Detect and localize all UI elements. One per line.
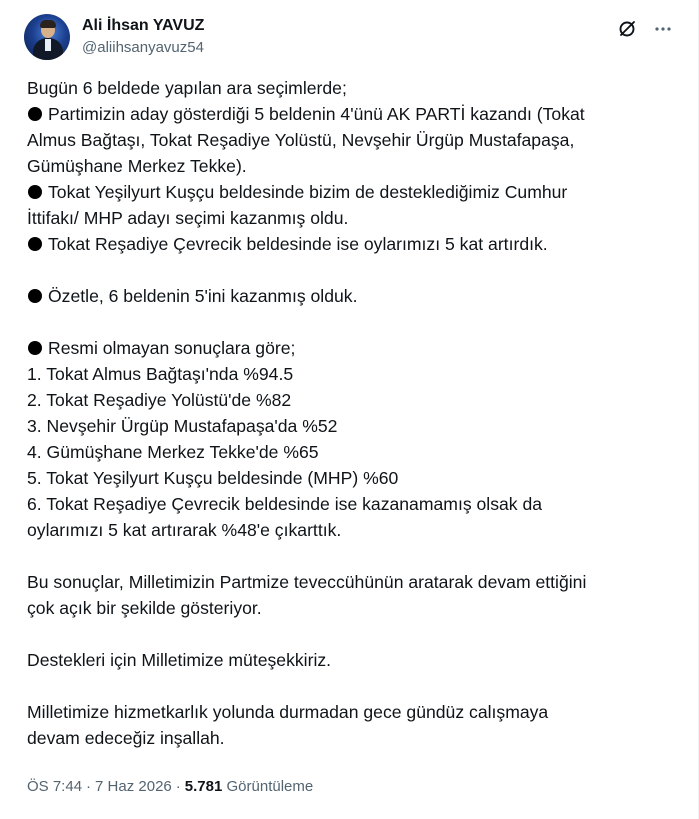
bullet-line	[27, 101, 657, 127]
line-text: 6. Tokat Reşadiye Çevrecik beldesinde ise kazanamamış olsak da	[27, 494, 543, 514]
header-actions	[616, 18, 674, 40]
line-text: Özetle, 6 beldenin 5'ini kazanmış olduk.	[48, 286, 358, 306]
text-line	[27, 127, 657, 153]
text-line	[27, 725, 657, 751]
line-text: Partimizin aday gösterdiği 5 beldenin 4'ünü AK PARTİ kazandı (Tokat	[48, 104, 585, 124]
line-text: devam edeceğiz inşallah.	[27, 728, 225, 748]
meta-separator: ·	[86, 778, 92, 795]
meta-separator: ·	[175, 778, 181, 795]
more-icon[interactable]	[652, 18, 674, 40]
line-text: Almus Bağtaşı, Tokat Reşadiye Yolüstü, Nevşehir Ürgüp Mustafapaşa,	[27, 130, 575, 150]
tweet-date[interactable]: 7 Haz 2026	[95, 778, 172, 795]
text-line	[27, 465, 657, 491]
text-line	[27, 491, 657, 517]
grok-icon[interactable]	[616, 18, 638, 40]
text-line	[27, 387, 657, 413]
text-line	[27, 543, 657, 569]
author-names	[82, 16, 204, 58]
bullet-line	[27, 335, 657, 361]
author-handle[interactable]: @aliihsanyavuz54	[82, 39, 204, 56]
bullet-line	[27, 231, 657, 257]
text-line	[27, 569, 657, 595]
line-text: 1. Tokat Almus Bağtaşı'nda %94.5	[27, 364, 294, 384]
line-text: Destekleri için Milletimize müteşekkiriz.	[27, 650, 332, 670]
bullet-icon	[28, 289, 42, 303]
text-line	[27, 153, 657, 179]
text-line	[27, 699, 657, 725]
author-display-name[interactable]: Ali İhsan YAVUZ	[82, 17, 205, 34]
bullet-icon	[28, 185, 42, 199]
text-line	[27, 309, 657, 335]
bullet-line	[27, 179, 657, 205]
bullet-line	[27, 283, 657, 309]
tweet-text	[27, 75, 657, 751]
line-text: 4. Gümüşhane Merkez Tekke'de %65	[27, 442, 319, 462]
text-line	[27, 413, 657, 439]
text-line	[27, 205, 657, 231]
text-line	[27, 517, 657, 543]
views-count: 5.781	[184, 778, 223, 795]
text-line	[27, 673, 657, 699]
line-text: Resmi olmayan sonuçlara göre;	[48, 338, 296, 358]
line-text: oylarımızı 5 kat artırarak %48'e çıkarttık.	[27, 520, 342, 540]
text-line	[27, 361, 657, 387]
text-line	[27, 75, 657, 101]
text-line	[27, 621, 657, 647]
text-line	[27, 647, 657, 673]
line-text: Gümüşhane Merkez Tekke).	[27, 156, 247, 176]
line-text: Tokat Yeşilyurt Kuşçu beldesinde bizim de desteklediğimiz Cumhur	[48, 182, 568, 202]
line-text: çok açık bir şekilde gösteriyor.	[27, 598, 262, 618]
line-text: Milletimize hizmetkarlık yolunda durmadan gece gündüz calışmaya	[27, 702, 549, 722]
text-line	[27, 595, 657, 621]
text-line	[27, 439, 657, 465]
views-label: Görüntüleme	[226, 778, 314, 795]
line-text: 5. Tokat Yeşilyurt Kuşçu beldesinde (MHP) %60	[27, 468, 399, 488]
line-text: Tokat Reşadiye Çevrecik beldesinde ise oylarımızı 5 kat artırdık.	[48, 234, 548, 254]
text-line	[27, 257, 657, 283]
tweet-meta	[27, 778, 313, 795]
line-text: Bu sonuçlar, Milletimizin Partmize teveccühünün aratarak devam ettiğini	[27, 572, 587, 592]
line-text: Bugün 6 beldede yapılan ara seçimlerde;	[27, 78, 347, 98]
bullet-icon	[28, 237, 42, 251]
tweet-header	[24, 14, 674, 64]
line-text: 3. Nevşehir Ürgüp Mustafapaşa'da %52	[27, 416, 338, 436]
bullet-icon	[28, 107, 42, 121]
avatar[interactable]	[24, 14, 70, 60]
bullet-icon	[28, 341, 42, 355]
line-text: İttifakı/ MHP adayı seçimi kazanmış oldu.	[27, 208, 349, 228]
line-text: 2. Tokat Reşadiye Yolüstü'de %82	[27, 390, 292, 410]
tweet-time[interactable]: ÖS 7:44	[27, 778, 83, 795]
